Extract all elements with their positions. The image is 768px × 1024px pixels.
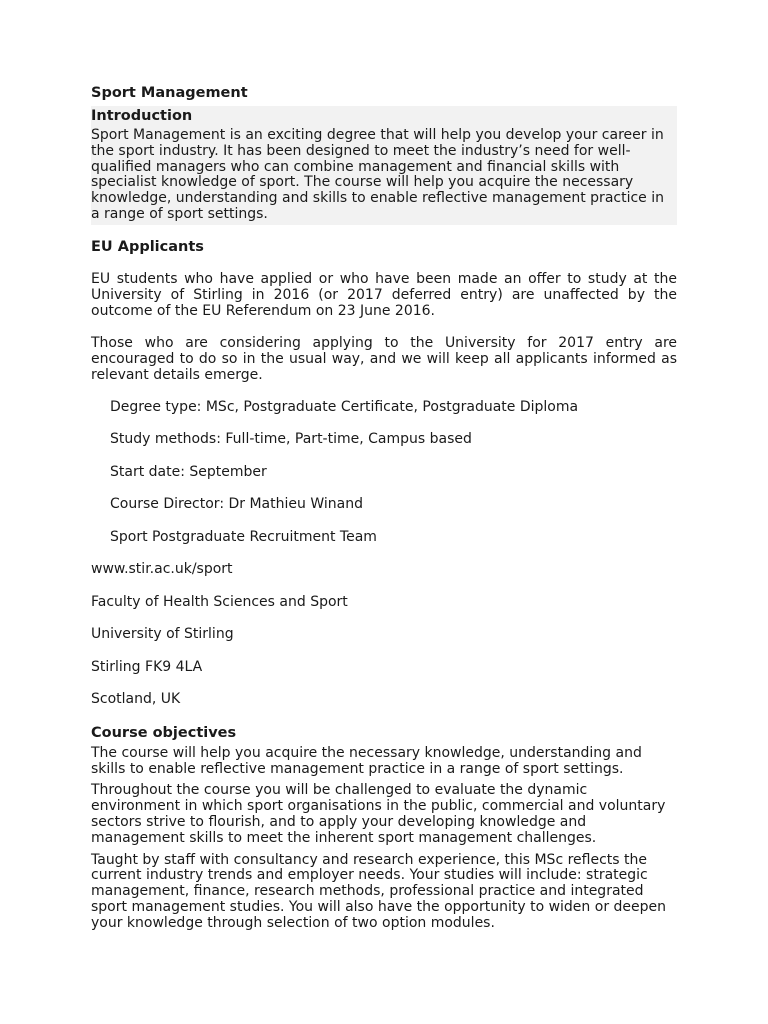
- eu-applicants-heading: EU Applicants: [91, 238, 204, 255]
- document-page: [91, 84, 677, 938]
- document-title: Sport Management: [91, 85, 248, 101]
- objectives-paragraph: The course will help you acquire the necessary knowledge, understanding and skills to enable reflective management practice in a range of sport settings.: [91, 744, 642, 777]
- website-link[interactable]: www.stir.ac.uk/sport: [91, 561, 233, 578]
- study-methods: Study methods: Full-time, Part-time, Campus based: [110, 431, 472, 448]
- degree-type: Degree type: MSc, Postgraduate Certificate, Postgraduate Diploma: [110, 398, 579, 415]
- course-director: Course Director: Dr Mathieu Winand: [110, 496, 363, 513]
- postal-code: Stirling FK9 4LA: [91, 658, 203, 675]
- introduction-heading: Introduction: [91, 108, 193, 124]
- faculty-name: Faculty of Health Sciences and Sport: [91, 593, 348, 610]
- introduction-text: Sport Management is an exciting degree that will help you develop your career in the sport industry. It has been designed to meet the industry’s need for well-qualified managers who can combine management and financial skills with specialist knowledge of sport. The course will help you acquire the necessary knowledge, understanding and skills to enable reflective management practice in a range of sport settings.: [91, 127, 664, 222]
- objectives-paragraph: Taught by staff with consultancy and research experience, this MSc reflects the current industry trends and employer needs. Your studies will include: strategic management, finance, research methods, professional practice and integrated sport management studies. You will also have the opportunity to widen or deepen your knowledge through selection of two option modules.: [91, 851, 667, 931]
- eu-applicants-paragraph: EU students who have applied or who have been made an offer to study at the University of Stirling in 2016 (or 2017 deferred entry) are unaffected by the outcome of the EU Referendum on 23 June 2016.: [91, 270, 677, 319]
- course-objectives-heading: Course objectives: [91, 724, 237, 741]
- recruitment-team: Sport Postgraduate Recruitment Team: [110, 528, 377, 545]
- objectives-paragraph: Throughout the course you will be challenged to evaluate the dynamic environment in which sport organisations in the public, commercial and voluntary sectors strive to flourish, and to apply your developing knowledge and management skills to meet the inherent sport management challenges.: [91, 782, 666, 846]
- university-name: University of Stirling: [91, 626, 234, 643]
- eu-applicants-paragraph: Those who are considering applying to the University for 2017 entry are encouraged to do so in the usual way, and we will keep all applicants informed as relevant details emerge.: [91, 334, 677, 383]
- country: Scotland, UK: [91, 691, 181, 708]
- introduction-section: [91, 106, 677, 225]
- start-date: Start date: September: [110, 463, 267, 480]
